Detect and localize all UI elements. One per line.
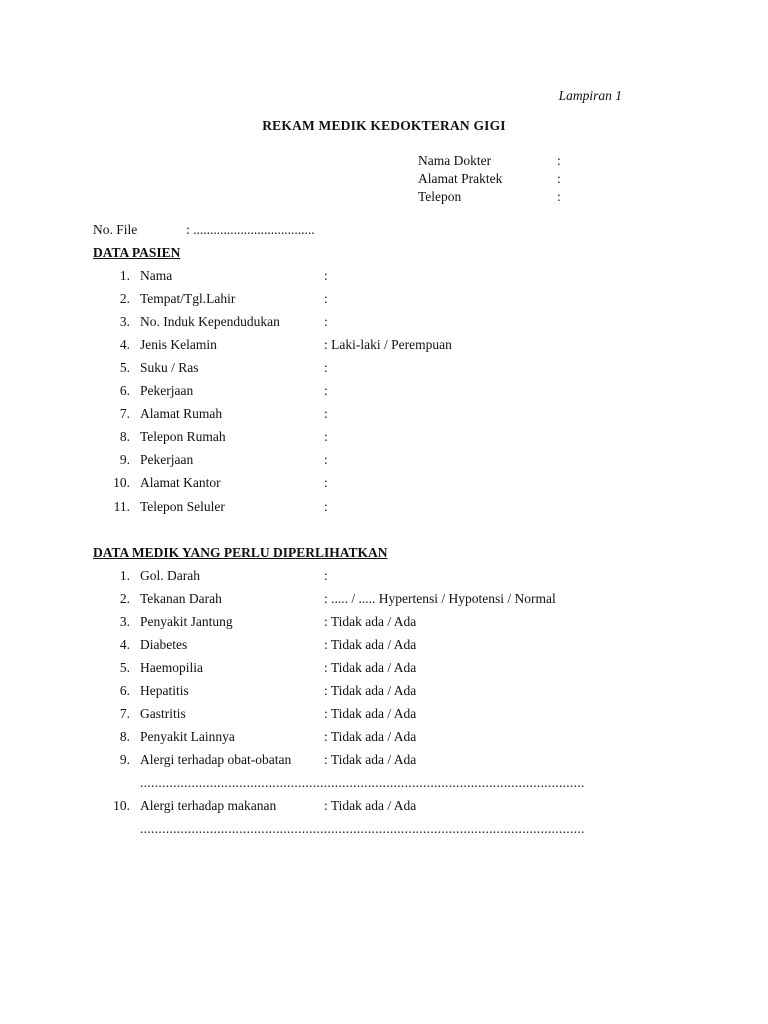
- item-value: :: [324, 452, 328, 467]
- item-number: 9.: [119, 752, 130, 767]
- item-number: 4.: [119, 637, 130, 652]
- list-item: [0, 706, 768, 724]
- medical-section-heading: DATA MEDIK YANG PERLU DIPERLIHATKAN: [93, 545, 388, 560]
- item-number: 9.: [119, 452, 130, 467]
- item-number: 6.: [119, 383, 130, 398]
- list-item: [0, 568, 768, 586]
- list-item: [0, 337, 768, 355]
- item-number: 1.: [119, 568, 130, 583]
- item-number: 10.: [113, 475, 130, 490]
- item-value: : Tidak ada / Ada: [324, 614, 417, 629]
- item-label: No. Induk Kependudukan: [140, 314, 280, 329]
- item-label: Telepon Seluler: [140, 499, 225, 514]
- item-value: :: [324, 268, 328, 283]
- item-value: : Tidak ada / Ada: [324, 706, 417, 721]
- item-label: Tempat/Tgl.Lahir: [140, 291, 236, 306]
- item-value: :: [324, 314, 328, 329]
- list-item: [0, 614, 768, 632]
- item-label: Gol. Darah: [140, 568, 200, 583]
- item-value: :: [324, 568, 328, 583]
- item-label: Jenis Kelamin: [140, 337, 217, 352]
- item-label: Pekerjaan: [140, 452, 194, 467]
- practice-address-label: Alamat Praktek: [418, 171, 503, 186]
- item-number: 5.: [119, 660, 130, 675]
- list-item: [0, 752, 768, 770]
- item-value: :: [324, 499, 328, 514]
- item-number: 5.: [119, 360, 130, 375]
- file-number-field: : ....................................: [186, 222, 315, 237]
- list-item: [0, 383, 768, 401]
- item-label: Suku / Ras: [140, 360, 199, 375]
- item-number: 8.: [119, 429, 130, 444]
- list-item: [0, 499, 768, 517]
- list-item: [0, 475, 768, 493]
- item-number: 8.: [119, 729, 130, 744]
- item-number: 2.: [119, 591, 130, 606]
- list-item: [0, 660, 768, 678]
- item-label: Gastritis: [140, 706, 186, 721]
- item-label: Alamat Kantor: [140, 475, 221, 490]
- list-item: [0, 291, 768, 309]
- patient-section-heading: DATA PASIEN: [93, 245, 181, 260]
- item-label: Diabetes: [140, 637, 188, 652]
- list-item: [0, 314, 768, 332]
- list-item: [0, 591, 768, 609]
- item-value: : Tidak ada / Ada: [324, 729, 417, 744]
- item-number: 10.: [113, 798, 130, 813]
- item-label: Alergi terhadap makanan: [140, 798, 277, 813]
- list-item: [0, 637, 768, 655]
- item-label: Hepatitis: [140, 683, 189, 698]
- item-number: 7.: [119, 406, 130, 421]
- food-allergy-detail-line: .........................................................................................................................: [140, 821, 585, 836]
- item-value: :: [324, 383, 328, 398]
- list-item: [0, 452, 768, 470]
- list-item: [0, 429, 768, 447]
- item-value: : Tidak ada / Ada: [324, 798, 417, 813]
- item-value: : Tidak ada / Ada: [324, 683, 417, 698]
- item-label: Alamat Rumah: [140, 406, 223, 421]
- list-item: [0, 406, 768, 424]
- item-number: 6.: [119, 683, 130, 698]
- item-number: 2.: [119, 291, 130, 306]
- item-value: :: [324, 406, 328, 421]
- item-value: :: [324, 429, 328, 444]
- item-value: : ..... / ..... Hypertensi / Hypotensi / Normal: [324, 591, 556, 606]
- doctor-name-label: Nama Dokter: [418, 153, 492, 168]
- doctor-phone-colon: :: [557, 189, 561, 204]
- item-label: Tekanan Darah: [140, 591, 222, 606]
- item-number: 1.: [119, 268, 130, 283]
- doctor-phone-label: Telepon: [418, 189, 462, 204]
- item-value: : Laki-laki / Perempuan: [324, 337, 452, 352]
- drug-allergy-detail-line: .........................................................................................................................: [140, 775, 585, 790]
- item-number: 7.: [119, 706, 130, 721]
- practice-address-colon: :: [557, 171, 561, 186]
- item-value: :: [324, 291, 328, 306]
- list-item: [0, 268, 768, 286]
- item-label: Alergi terhadap obat-obatan: [140, 752, 292, 767]
- item-label: Nama: [140, 268, 173, 283]
- list-item: [0, 360, 768, 378]
- item-number: 11.: [113, 499, 130, 514]
- item-label: Penyakit Lainnya: [140, 729, 235, 744]
- lampiran-label: Lampiran 1: [558, 88, 622, 103]
- list-item: [0, 798, 768, 816]
- item-value: : Tidak ada / Ada: [324, 752, 417, 767]
- item-number: 3.: [119, 614, 130, 629]
- item-value: :: [324, 360, 328, 375]
- item-value: : Tidak ada / Ada: [324, 660, 417, 675]
- item-number: 3.: [119, 314, 130, 329]
- item-label: Telepon Rumah: [140, 429, 226, 444]
- item-label: Pekerjaan: [140, 383, 194, 398]
- item-value: : Tidak ada / Ada: [324, 637, 417, 652]
- item-label: Haemopilia: [140, 660, 203, 675]
- item-number: 4.: [119, 337, 130, 352]
- doctor-name-colon: :: [557, 153, 561, 168]
- file-number-label: No. File: [93, 222, 138, 237]
- item-label: Penyakit Jantung: [140, 614, 233, 629]
- list-item: [0, 683, 768, 701]
- document-title: REKAM MEDIK KEDOKTERAN GIGI: [262, 118, 506, 133]
- item-value: :: [324, 475, 328, 490]
- list-item: [0, 729, 768, 747]
